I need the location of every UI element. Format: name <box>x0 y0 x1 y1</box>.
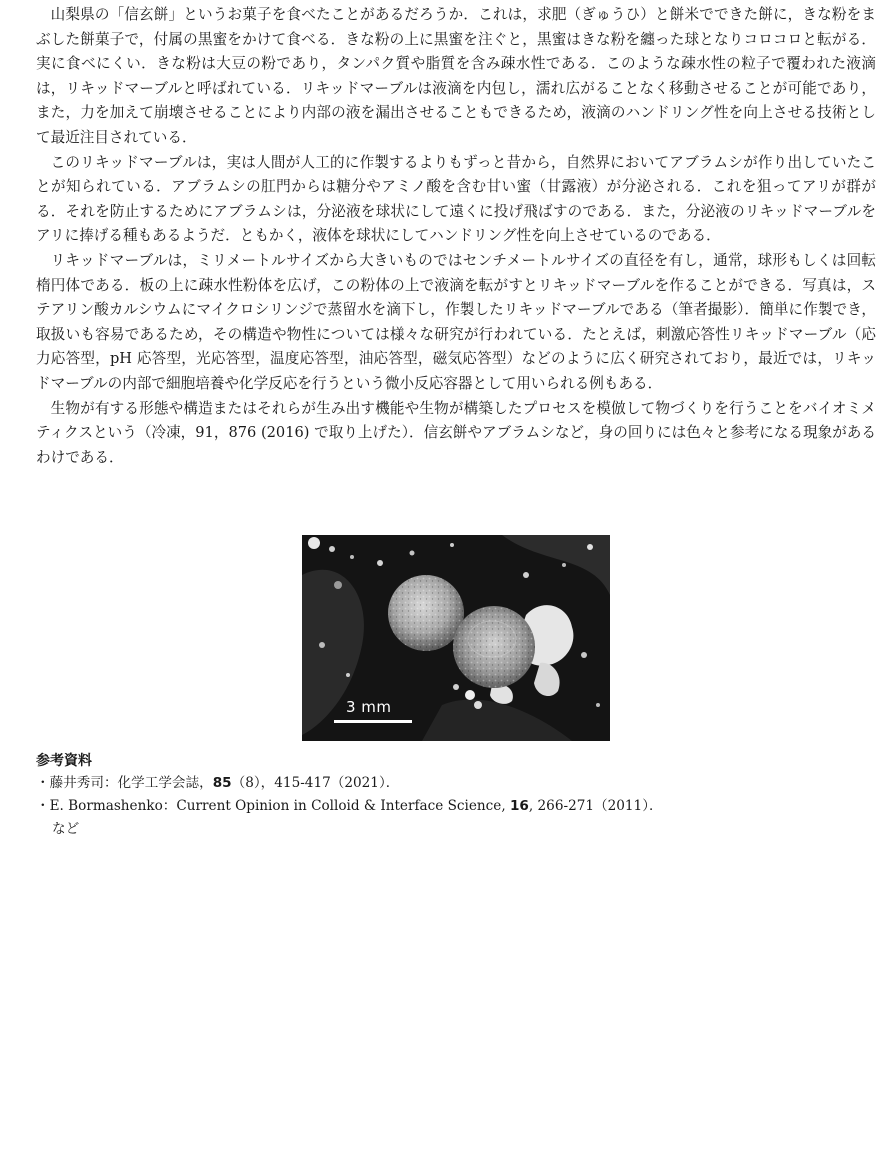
paragraph-3: リキッドマーブルは，ミリメートルサイズから大きいものではセンチメートルサイズの直径を有し，通常，球形もしくは回転楕円体である．板の上に疎水性粉体を広げ，この粉体の上で液滴を転がすとリキッドマーブルを作ることができる．写真は，ステアリン酸カルシウムにマイクロシリンジで蒸留水を滴下し，作製したリキッドマーブルである（筆者撮影）．簡単に作製でき，取扱いも容易であるため，その構造や物性については様々な研究が行われている．たとえば，刺激応答性リキッドマーブル（応力応答型，pH 応答型，光応答型，温度応答型，油応答型，磁気応答型）などのように広く研究されており，最近では，リキッドマーブルの内部で細胞培養や化学反応を行うという微小反応容器として用いられる例もある． <box>36 251 876 392</box>
paragraph-4: 生物が有する形態や構造またはそれらが生み出す機能や生物が構築したプロセスを模倣して物づくりを行うことをバイオミメティクスという（冷凍，91，876 (2016) で取り上げた）．信玄餅やアブラムシなど，身の回りには色々と参考になる現象があるわけである． <box>36 399 876 466</box>
paragraph-1: 山梨県の「信玄餅」というお菓子を食べたことがあるだろうか．これは，求肥（ぎゅうひ）と餅米でできた餅に，きな粉をまぶした餅菓子で，付属の黒蜜をかけて食べる．きな粉の上に黒蜜を注ぐと，黒蜜はきな粉を纏った球となりコロコロと転がる．実に食べにくい．きな粉は大豆の粉であり，タンパク質や脂質を含み疎水性である．このような疎水性の粒子で覆われた液滴は，リキッドマーブルと呼ばれている．リキッドマーブルは液滴を内包し，濡れ広がることなく移動させることが可能であり，また，力を加えて崩壊させることにより内部の液を漏出させることもできるため，液滴のハンドリング性を向上させる技術として最近注目されている． <box>36 6 876 146</box>
article-body <box>36 0 876 470</box>
reference-item <box>36 795 876 818</box>
scale-label: 3 mm <box>346 698 392 716</box>
reference-volume: 16 <box>509 798 529 814</box>
reference-pages: , 266-271（2011）． <box>528 798 663 814</box>
scale-bar <box>334 720 412 723</box>
paragraph-2: このリキッドマーブルは，実は人間が人工的に作製するよりもずっと昔から，自然界においてアブラムシが作り出していたことが知られている．アブラムシの肛門からは糖分やアミノ酸を含む甘い蜜（甘露液）が分泌される．これを狙ってアリが群がる．それを防止するためにアブラムシは，分泌液を球状にして遠くに投げ飛ばすのである．また，分泌液のリキッドマーブルをアリに捧げる種もあるようだ．ともかく，液体を球状にしてハンドリング性を向上させているのである． <box>36 153 876 245</box>
references-title: 参考資料 <box>36 753 92 769</box>
reference-text: ・E. Bormashenko：Current Opinion in Colloid & Interface Science, <box>36 798 510 814</box>
reference-pages: （8），415-417（2021）． <box>231 775 400 791</box>
references-section <box>36 750 876 841</box>
reference-volume: 85 <box>212 775 232 791</box>
reference-text: ・藤井秀司：化学工学会誌， <box>36 775 213 791</box>
references-etc: など <box>52 821 80 837</box>
reference-item <box>36 772 876 795</box>
